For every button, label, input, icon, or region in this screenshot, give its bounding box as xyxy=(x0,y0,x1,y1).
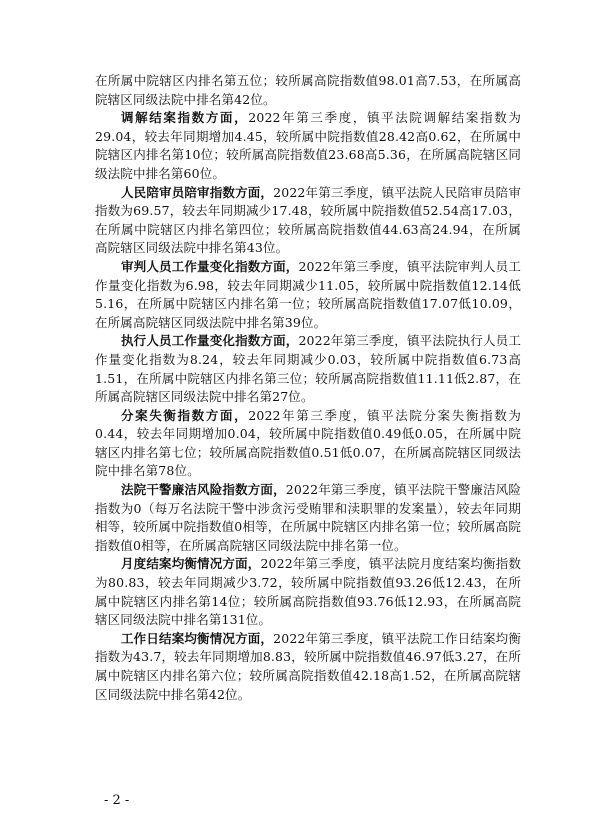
document-body xyxy=(95,72,521,704)
section-case-distribution-index xyxy=(95,407,521,481)
section-people-assessor-index xyxy=(95,184,521,258)
section-text: 2022年第三季度，镇平法院调解结案指数为29.04，较去年同期增加4.45，较所属中院指数值28.42高0.62，在所属中院辖区内排名第10位；较所属高院指数值23.68高5.36，在所属高院辖区同级法院中排名第60位。 xyxy=(95,110,521,181)
section-monthly-balance xyxy=(95,555,521,629)
page-number: - 2 - xyxy=(104,793,130,808)
section-heading: 人民陪审员陪审指数方面， xyxy=(121,184,274,200)
section-heading: 执行人员工作量变化指数方面， xyxy=(121,333,299,349)
continuation-paragraph: 在所属中院辖区内排名第五位；较所属高院指数值98.01高7.53，在所属高院辖区同级法院中排名第42位。 xyxy=(95,73,521,107)
section-heading: 法院干警廉洁风险指数方面， xyxy=(121,482,286,498)
section-text: 2022年第三季度，镇平法院月度结案均衡指数为80.83，较去年同期减少3.72，较所属中院指数值93.26低12.43，在所属中院辖区内排名第14位；较所属高院指数值93.76低12.93，在所属高院辖区同级法院中排名第131位。 xyxy=(95,556,521,628)
section-enforcement-workload-index xyxy=(95,332,521,406)
section-heading: 工作日结案均衡情况方面， xyxy=(121,630,274,646)
section-text: 2022年第三季度，镇平法院分案失衡指数为0.44，较去年同期增加0.04，较所属中院指数值0.49低0.05，在所属中院辖区内排名第七位；较所属高院指数值0.51低0.07，在所属高院辖区同级法院中排名第78位。 xyxy=(95,407,521,479)
section-workday-balance xyxy=(95,630,521,704)
section-text: 2022年第三季度，镇平法院人民陪审员陪审指数为69.57，较去年同期减少17.48，较所属中院指数值52.54高17.03，在所属中院辖区内排名第四位；较所属高院指数值44.63高24.94，在所属高院辖区同级法院中排名第43位。 xyxy=(95,184,521,256)
section-integrity-risk-index xyxy=(95,481,521,555)
section-heading: 月度结案均衡情况方面， xyxy=(121,556,261,572)
section-heading: 审判人员工作量变化指数方面， xyxy=(121,258,299,274)
section-judge-workload-index xyxy=(95,258,521,332)
section-text: 2022年第三季度，镇平法院干警廉洁风险指数为0（每万名法院干警中涉贪污受贿罪和渎职罪的发案量），较去年同期相等，较所属中院指数值0相等，在所属中院辖区内排名第一位；较所属高院指数值0相等，在所属高院辖区同级法院中排名第一位。 xyxy=(95,482,521,553)
section-heading: 分案失衡指数方面， xyxy=(121,407,249,423)
section-text: 2022年第三季度，镇平法院执行人员工作量变化指数为8.24，较去年同期减少0.03，较所属中院指数值6.73高1.51，在所属中院辖区内排名第三位；较所属高院指数值11.11低2.87，在所属高院辖区同级法院中排名第27位。 xyxy=(95,333,521,405)
section-heading: 调解结案指数方面， xyxy=(121,110,249,126)
section-mediation-index xyxy=(95,109,521,183)
section-text: 2022年第三季度，镇平法院工作日结案均衡指数为43.7，较去年同期增加8.83，较所属中院指数值46.97低3.27，在所属中院辖区内排名第六位；较所属高院指数值42.18高1.52，在所属高院辖区同级法院中排名第42位。 xyxy=(95,630,521,702)
section-text: 2022年第三季度，镇平法院审判人员工作量变化指数为6.98，较去年同期减少11.05，较所属中院指数值12.14低5.16，在所属中院辖区内排名第一位；较所属高院指数值17.07低10.09，在所属高院辖区同级法院中排名第39位。 xyxy=(95,258,521,330)
